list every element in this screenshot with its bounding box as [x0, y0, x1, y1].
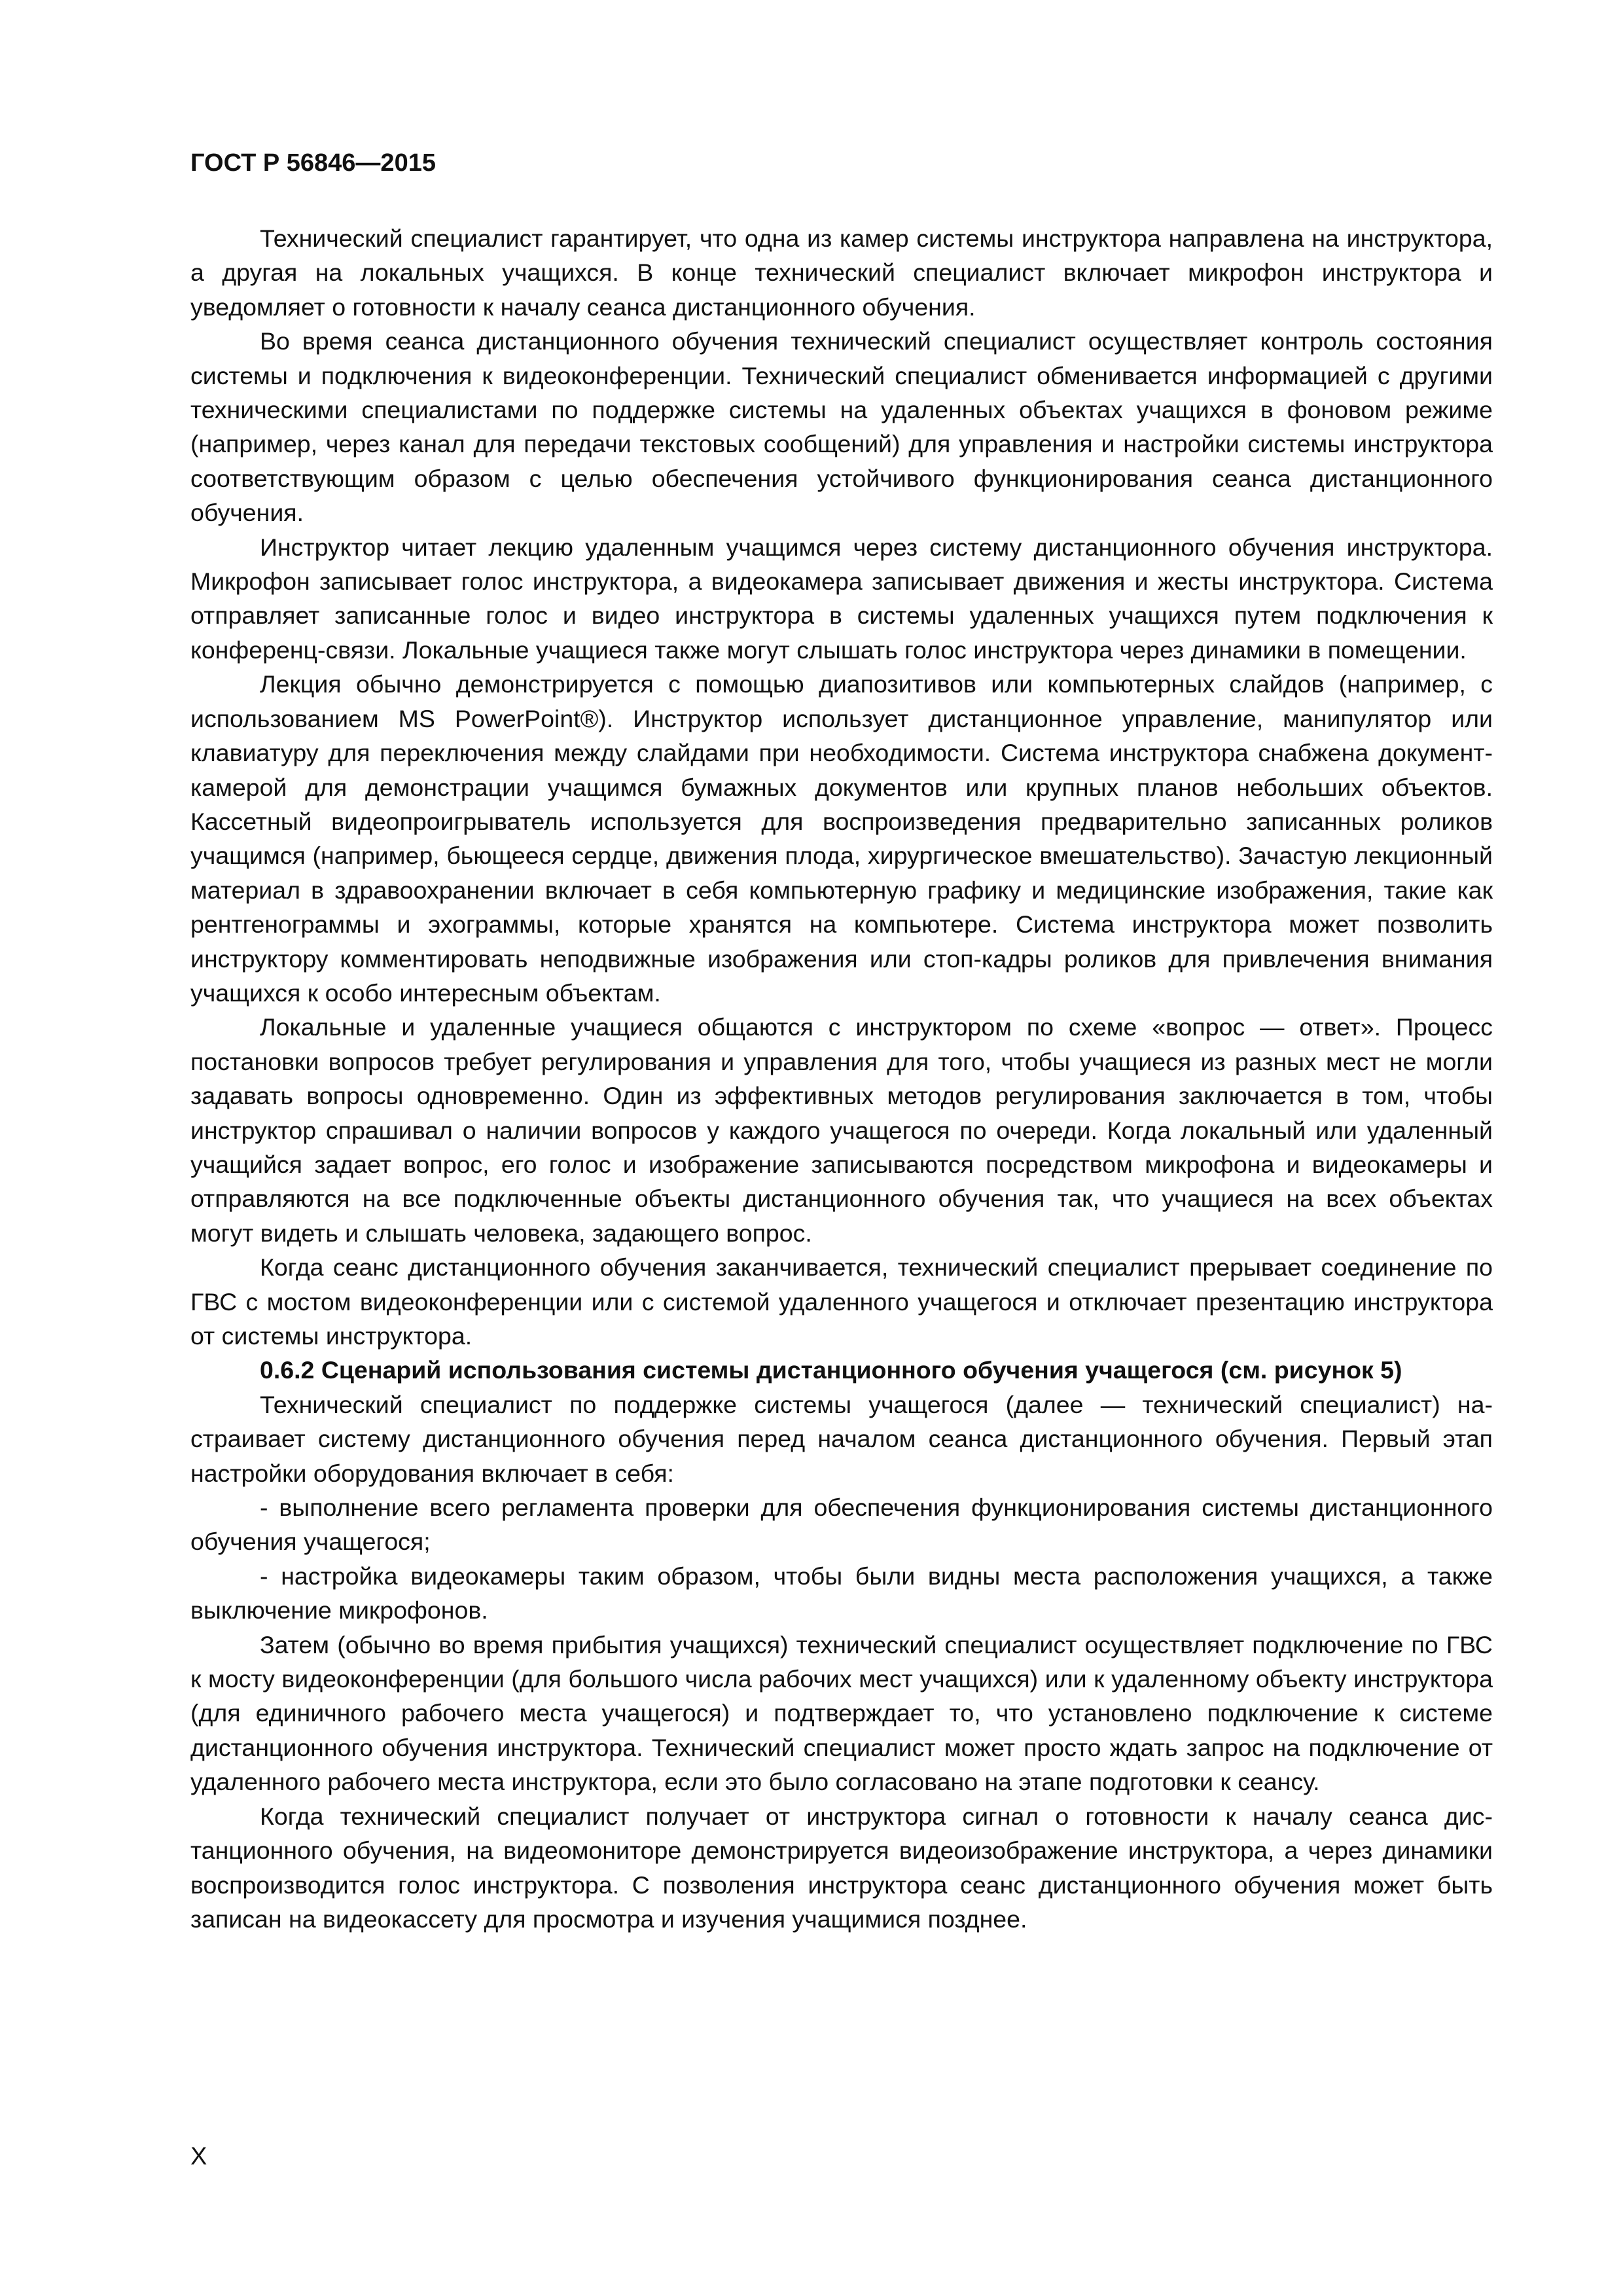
- document-body: [190, 221, 1493, 1936]
- paragraph: Технический специалист по поддержке системы учащегося (далее — технический специалист) настраивает систему дистанционного обучения перед началом сеанса дистанционного обучения. Первый этап настройки оборудования включает в себя:: [190, 1390, 1493, 1487]
- page-number: X: [190, 2143, 207, 2170]
- paragraph: Когда сеанс дистанционного обучения заканчивается, технический специалист прерывает соединение по ГВС с мостом видеоконференции или с системой удаленного учащегося и отключает презентацию инструктора от системы инструктора.: [190, 1253, 1493, 1350]
- document-header: ГОСТ Р 56846—2015: [190, 149, 436, 177]
- paragraph: Локальные и удаленные учащиеся общаются с инструктором по схеме «вопрос — ответ». Процесс постановки вопросов требует регулирования и управления для того, чтобы учащиеся из разных мест не могли задавать вопросы одновременно. Один из эффективных методов регулирования заключается в том, чтобы инструктор спрашивал о наличии вопросов у каждого учащегося по очереди. Когда локальный или удаленный учащийся задает вопрос, его голос и изображение записываются посредством микрофона и видеокамеры и отправляются на все подключенные объекты дистанционного обучения так, что учащиеся на всех объектах могут видеть и слышать человека, задающего вопрос.: [190, 1013, 1493, 1247]
- paragraph: Во время сеанса дистанционного обучения технический специалист осуществляет контроль состояния системы и подключения к видеоконференции. Технический специалист обменивается информацией с другими техническими специалистами по поддержке системы на удаленных объектах учащихся в фоновом режиме (например, через канал для передачи текстовых сообщений) для управления и настройки системы инструктора соответствующим образом с целью обеспечения устойчивого функционирования сеанса дистанционного обучения.: [190, 327, 1493, 527]
- list-item: - выполнение всего регламента проверки для обеспечения функционирования системы дистанционного обучения учащегося;: [190, 1494, 1493, 1556]
- list-item: - настройка видеокамеры таким образом, чтобы были видны места расположения учащихся, а также выключение микрофонов.: [190, 1562, 1493, 1624]
- section-heading: 0.6.2 Сценарий использования системы дистанционного обучения учащегося (см. рисунок 5): [260, 1356, 1402, 1384]
- paragraph: Инструктор читает лекцию удаленным учащимся через систему дистанционного обучения инструктора. Микрофон записывает голос инструктора, а видеокамера записывает движения и жесты инструктора. Система отправляет записанные голос и видео инструктора в системы удаленных учащихся путем подключения к конференц-связи. Локальные учащиеся также могут слышать голос инструктора через динамики в помещении.: [190, 533, 1493, 664]
- paragraph: Затем (обычно во время прибытия учащихся) технический специалист осуществляет подключение по ГВС к мосту видеоконференции (для большого числа рабочих мест учащихся) или к удаленному объекту инструктора (для единичного рабочего места учащегося) и подтверждает то, что установлено подключение к системе дистанционного обучения инструктора. Технический специалист может просто ждать запрос на подключение от удаленного рабочего места инструктора, если это было согласовано на этапе подготовки к сеансу.: [190, 1630, 1493, 1796]
- paragraph: Лекция обычно демонстрируется с помощью диапозитивов или компьютерных слайдов (например, с использованием MS PowerPoint®). Инструктор использует дистанционное управление, манипулятор или клавиатуру для переключения между слайдами при необходимости. Система инструктора снабжена документ-камерой для демонстрации учащимся бумажных документов или крупных планов небольших объектов. Кассетный видеопроигрыватель используется для воспроизведения предварительно записанных роликов учащимся (например, бьющееся сердце, движения плода, хирургическое вмешательство). Зачастую лекционный материал в здравоохранении включает в себя компьютерную графику и медицинские изображения, такие как рентгенограммы и эхограммы, которые хранятся на компьютере. Система инструктора может позволить инструктору комментировать неподвижные изображения или стоп-кадры роликов для привлечения внимания учащихся к особо интересным объектам.: [190, 670, 1493, 1007]
- paragraph: Технический специалист гарантирует, что одна из камер системы инструктора направлена на инструктора, а другая на локальных учащихся. В конце технический специалист включает микрофон инструктора и уведомляет о готовности к началу сеанса дистанционного обучения.: [190, 224, 1493, 321]
- paragraph: Когда технический специалист получает от инструктора сигнал о готовности к началу сеанса дистанционного обучения, на видеомониторе демонстрируется видеоизображение инструктора, а через динамики воспроизводится голос инструктора. С позволения инструктора сеанс дистанционного обучения может быть записан на видеокассету для просмотра и изучения учащимися позднее.: [190, 1802, 1493, 1933]
